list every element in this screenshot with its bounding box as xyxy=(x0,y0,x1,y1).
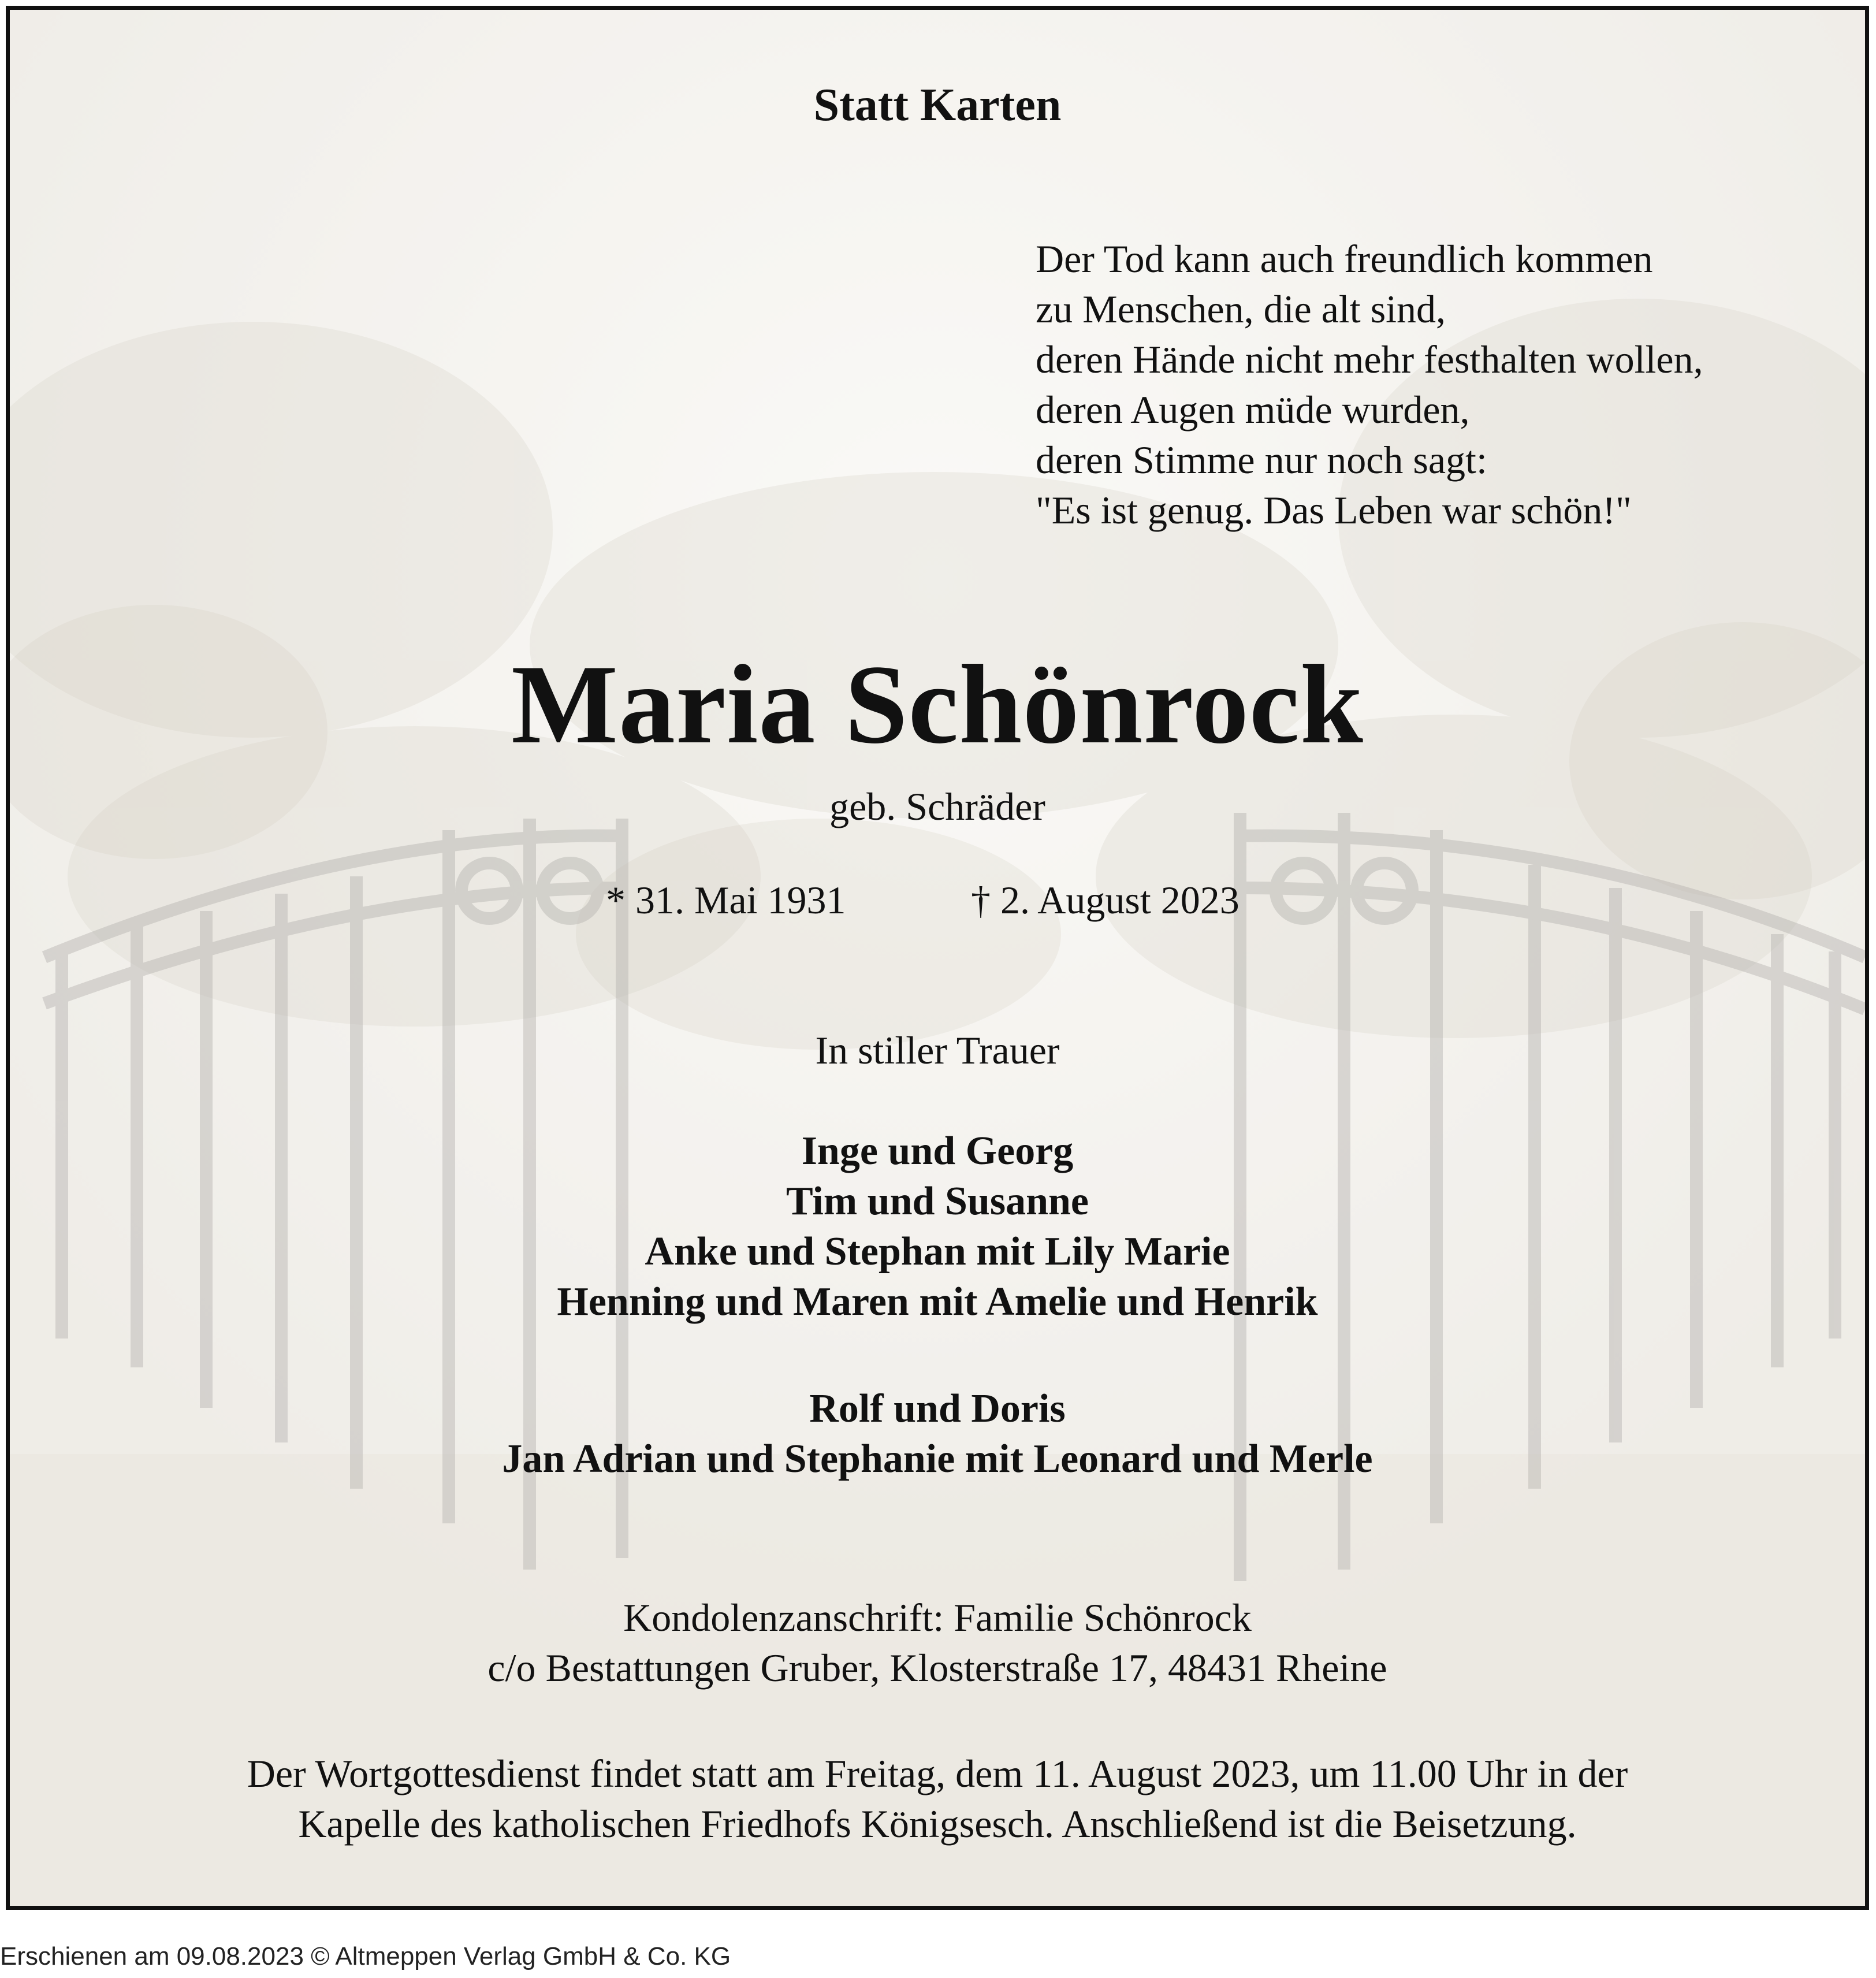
poem-line: deren Augen müde wurden, xyxy=(1036,388,1470,432)
service-line: Der Wortgottesdienst findet statt am Freitag, dem 11. August 2023, um 11.00 Uhr in der xyxy=(247,1752,1628,1795)
poem-line: Der Tod kann auch freundlich kommen xyxy=(1036,237,1653,281)
header-statt-karten: Statt Karten xyxy=(813,80,1062,131)
condolence-address xyxy=(10,1593,1865,1693)
birth-date: * 31. Mai 1931 xyxy=(606,878,846,922)
birth-name: geb. Schräder xyxy=(829,784,1045,828)
family-line: Rolf und Doris xyxy=(809,1386,1066,1431)
family-line: Tim und Susanne xyxy=(786,1179,1089,1224)
poem xyxy=(1036,234,1703,536)
death-date: † 2. August 2023 xyxy=(971,878,1240,922)
service-line: Kapelle des katholischen Friedhofs Königsesch. Anschließend ist die Beisetzung. xyxy=(298,1802,1577,1846)
address-line: c/o Bestattungen Gruber, Klosterstraße 17, 48431 Rheine xyxy=(487,1646,1387,1690)
family-group-1 xyxy=(10,1126,1865,1327)
address-line: Kondolenzanschrift: Familie Schönrock xyxy=(623,1596,1252,1639)
family-line: Henning und Maren mit Amelie und Henrik xyxy=(557,1280,1318,1324)
poem-line: deren Stimme nur noch sagt: xyxy=(1036,438,1487,482)
mourning-line: In stiller Trauer xyxy=(815,1028,1060,1072)
publication-footer: Erschienen am 09.08.2023 © Altmeppen Verlag GmbH & Co. KG xyxy=(0,1942,731,1970)
poem-line: "Es ist genug. Das Leben war schön!" xyxy=(1036,488,1632,532)
family-line: Anke und Stephan mit Lily Marie xyxy=(645,1229,1230,1274)
family-line: Jan Adrian und Stephanie mit Leonard und Merle xyxy=(502,1437,1373,1481)
deceased-name: Maria Schönrock xyxy=(511,642,1364,767)
family-line: Inge und Georg xyxy=(801,1129,1074,1173)
service-info xyxy=(10,1749,1865,1849)
obituary-notice xyxy=(6,6,1869,1910)
poem-line: zu Menschen, die alt sind, xyxy=(1036,287,1446,331)
family-group-2 xyxy=(10,1384,1865,1484)
poem-line: deren Hände nicht mehr festhalten wollen, xyxy=(1036,337,1703,381)
